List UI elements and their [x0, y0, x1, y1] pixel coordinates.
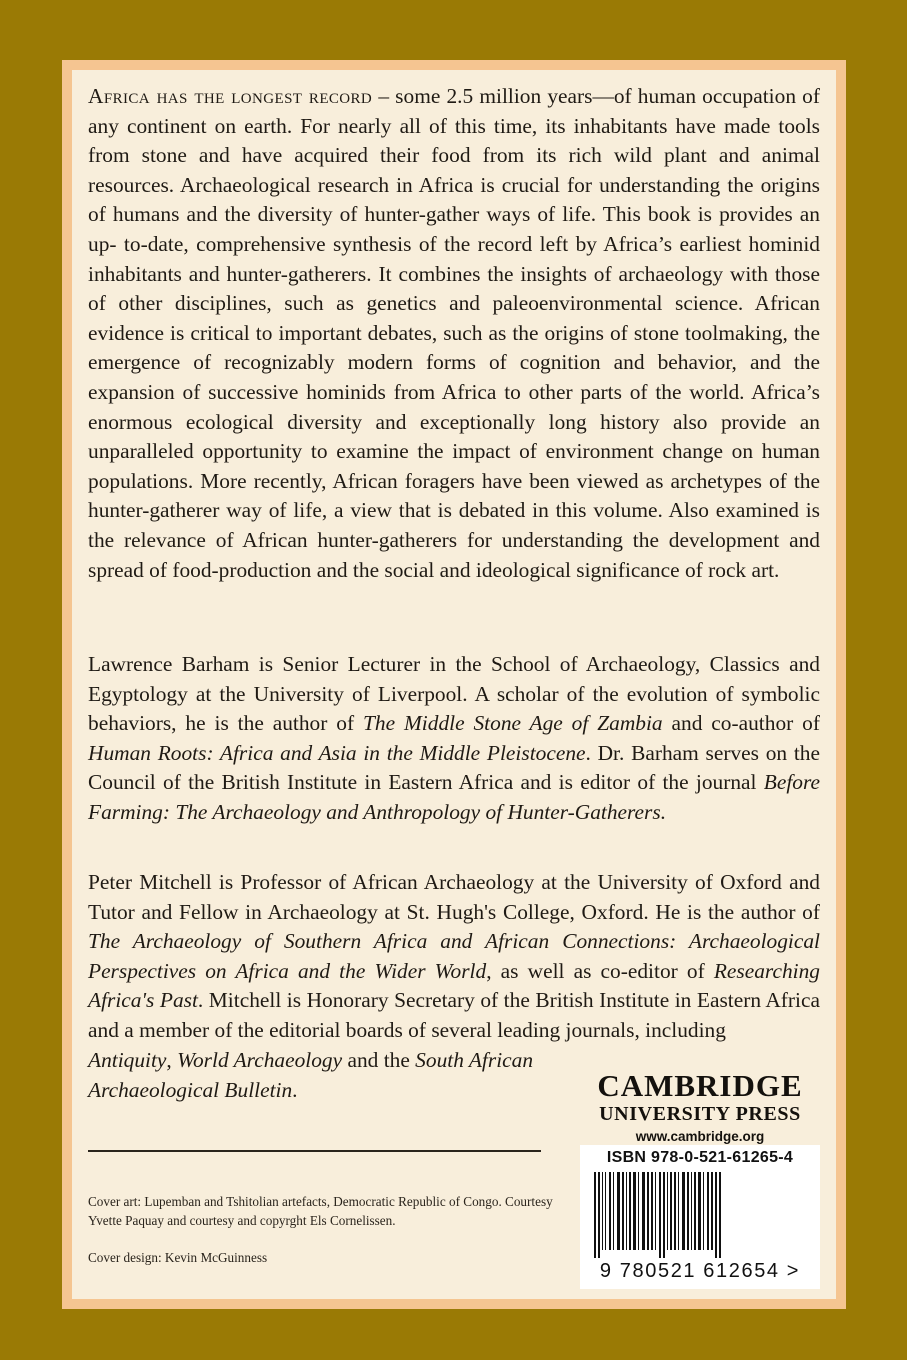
barcode-bar	[622, 1172, 624, 1250]
bio-text: Lawrence Barham is Senior Lecturer in the School of Archaeology, Classics and Egyptology at the University of Liverpool. A scholar of the evolution of symbolic behaviors, he is the author of	[88, 652, 820, 736]
book-title: Human Roots: Africa and Asia in the Middle Pleistocene	[88, 740, 586, 765]
divider-rule	[88, 1150, 541, 1152]
barcode-bar	[698, 1172, 701, 1250]
barcode-digits: 9 780521 612654 >	[599, 1260, 801, 1282]
book-description	[88, 82, 820, 585]
barcode-bar	[633, 1172, 636, 1250]
barcode-bar	[598, 1172, 600, 1258]
barcode-bar	[663, 1172, 665, 1258]
cover-design-credit: Cover design: Kevin McGuinness	[88, 1250, 268, 1265]
bio-text: . Mitchell is Honorary Secretary of the British Institute in Eastern Africa and a member of the editorial boards of several leading journals, including	[88, 988, 820, 1042]
book-title: The Archaeology of Southern Africa and African Connections: Archaeological Perspectives on Africa and the Wider World	[88, 929, 820, 983]
bio-text: .	[292, 1077, 298, 1102]
barcode-bar	[694, 1172, 696, 1250]
isbn-barcode	[580, 1145, 820, 1289]
bio-text: and co-author of	[662, 711, 820, 736]
publisher-subtitle: UNIVERSITY PRESS	[599, 1103, 801, 1125]
barcode-bar	[655, 1172, 656, 1250]
barcode-bar	[602, 1172, 603, 1250]
publisher-logo	[580, 1070, 820, 1148]
barcode-bar	[703, 1172, 704, 1250]
barcode-bar	[629, 1172, 631, 1250]
journal-title: Before Farming: The Archaeology and Anthropology of Hunter-Gatherers.	[88, 770, 820, 824]
description-body: – some 2.5 million years—of human occupation of any continent on earth. For nearly all of this time, its inhabitants have made tools from stone and have acquired their food from its rich wild plant and animal resources. Archaeological research in Africa is crucial for understanding the origins of humans and the diversity of hunter-gather ways of life. This book is provides an up- to-date, comprehensive synthesis of the record left by Africa’s earliest hominid inhabitants and hunter-gatherers. It combines the insights of archaeology with those of other disciplines, such as genetics and paleoenvironmental science. African evidence is critical to important debates, such as the origins of stone toolmaking, the emergence of recognizably modern forms of cognition and behavior, and the expansion of successive hominids from Africa to other parts of the world. Africa’s enormous ecological diversity and exceptionally long history also provide an unparalleled opportunity to examine the impact of environment change on human populations. More recently, African foragers have been viewed as archetypes of the hunter-gatherer way of life, a view that is debated in this volume. Also examined is the relevance of African hunter-gatherers for understanding the development and spread of food-production and the social and ideological significance of rock art.	[88, 84, 820, 582]
barcode-bar	[638, 1172, 639, 1250]
back-cover-panel	[72, 70, 836, 1299]
bio-text: Peter Mitchell is Professor of African Archaeology at the University of Oxford and Tutor and Fellow in Archaeology at St. Hugh's College, Oxford. He is the author of	[88, 870, 820, 924]
author-bio-barham	[88, 650, 820, 828]
barcode-bar	[651, 1172, 653, 1250]
barcode-bar	[626, 1172, 627, 1250]
barcode-bar	[707, 1172, 709, 1250]
cover-art-credit: Cover art: Lupemban and Tshitolian artefacts, Democratic Republic of Congo. Courtesy Yvette Paquay and courtesy and copyrght Els Cornelissen.	[88, 1194, 553, 1228]
author-bio-mitchell	[88, 868, 820, 1046]
barcode-bar	[594, 1172, 596, 1258]
bio-text: and the	[342, 1048, 416, 1072]
barcode-bar	[682, 1172, 685, 1250]
isbn-label: ISBN 978-0-521-61265-4	[606, 1149, 794, 1166]
description-lead-in: Africa has the longest record	[88, 84, 373, 108]
bio-text: , as well as co-editor of	[486, 958, 714, 983]
publisher-url: www.cambridge.org	[635, 1129, 765, 1144]
barcode-bar	[719, 1172, 721, 1258]
barcode-bar	[605, 1172, 606, 1250]
book-title: Researching Africa's Past	[88, 958, 820, 1013]
barcode-bar	[642, 1172, 645, 1250]
barcode-bar	[715, 1172, 717, 1258]
bio-text: ,	[166, 1048, 178, 1072]
barcode-bar	[647, 1172, 649, 1250]
journal-title: World Archaeology	[177, 1048, 343, 1072]
bio-text: . Dr. Barham serves on the Council of the British Institute in Eastern Africa and is editor of the journal	[88, 740, 820, 795]
barcode-bars	[590, 1172, 810, 1258]
book-title: The Middle Stone Age of Zambia	[363, 711, 663, 736]
publisher-name: CAMBRIDGE	[597, 1068, 803, 1103]
barcode-bar	[617, 1172, 620, 1250]
barcode-bar	[613, 1172, 614, 1250]
barcode-bar	[667, 1172, 668, 1250]
journal-title: Antiquity	[88, 1048, 167, 1072]
journal-title: South African Archaeological Bulletin	[88, 1048, 534, 1102]
barcode-bar	[691, 1172, 692, 1250]
barcode-bar	[609, 1172, 611, 1250]
barcode-bar	[659, 1172, 661, 1258]
barcode-bar	[674, 1172, 676, 1250]
barcode-bar	[687, 1172, 689, 1250]
barcode-bar	[670, 1172, 672, 1250]
author-bio-mitchell-journals	[88, 1046, 548, 1105]
barcode-bar	[711, 1172, 713, 1250]
barcode-bar	[678, 1172, 679, 1250]
